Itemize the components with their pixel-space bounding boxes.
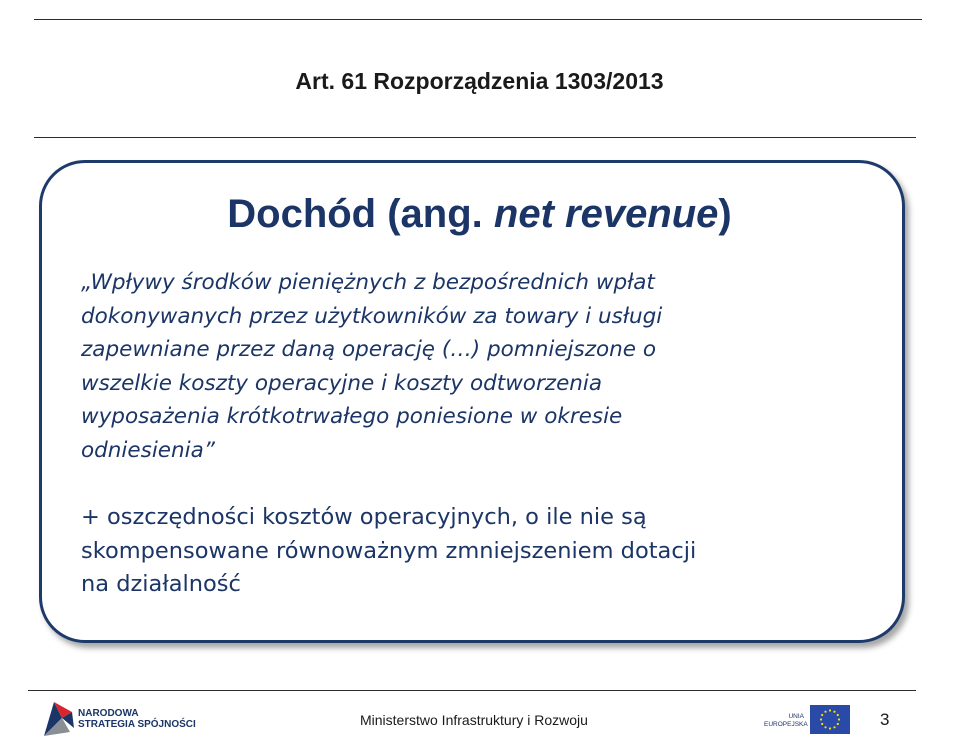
- top-rule-1: [34, 19, 922, 20]
- eu-label-line-2: EUROPEJSKA: [764, 720, 808, 728]
- eu-label-line-1: UNIA: [788, 713, 804, 720]
- quote-line: zapewniane przez daną operację (…) pomniejszone o: [81, 337, 656, 362]
- definition-heading: [0, 192, 959, 237]
- heading-close: ): [718, 192, 732, 236]
- logo-line-1: NARODOWA: [78, 708, 139, 719]
- logo-line-2: STRATEGIA SPÓJNOŚCI: [78, 719, 196, 730]
- savings-line: + oszczędności kosztów operacyjnych, o ile nie są: [81, 504, 647, 530]
- definition-quote: [81, 266, 871, 467]
- ministry-name: Ministerstwo Infrastruktury i Rozwoju: [360, 712, 588, 728]
- savings-note: [81, 501, 871, 602]
- savings-line: na działalność: [81, 571, 241, 597]
- page-number: 3: [880, 710, 890, 729]
- top-rule-2: [34, 137, 916, 138]
- nss-logo-text: [78, 708, 196, 730]
- footer-rule: [28, 690, 916, 691]
- slide-title: Art. 61 Rozporządzenia 1303/2013: [295, 68, 664, 94]
- quote-line: „Wpływy środków pieniężnych z bezpośrednich wpłat: [81, 270, 655, 295]
- quote-line: odniesienia”: [81, 437, 215, 463]
- quote-line: wszelkie koszty operacyjne i koszty odtworzenia: [81, 370, 603, 396]
- heading-italic: net revenue: [493, 192, 719, 236]
- heading-plain: Dochód (ang.: [227, 192, 494, 236]
- quote-line: wyposażenia krótkotrwałego poniesione w okresie: [81, 404, 623, 429]
- eu-flag-icon: [810, 705, 850, 734]
- quote-line: dokonywanych przez użytkowników za towary i usługi: [81, 303, 663, 329]
- savings-line: skompensowane równoważnym zmniejszeniem dotacji: [81, 537, 697, 564]
- eu-label: [764, 713, 808, 728]
